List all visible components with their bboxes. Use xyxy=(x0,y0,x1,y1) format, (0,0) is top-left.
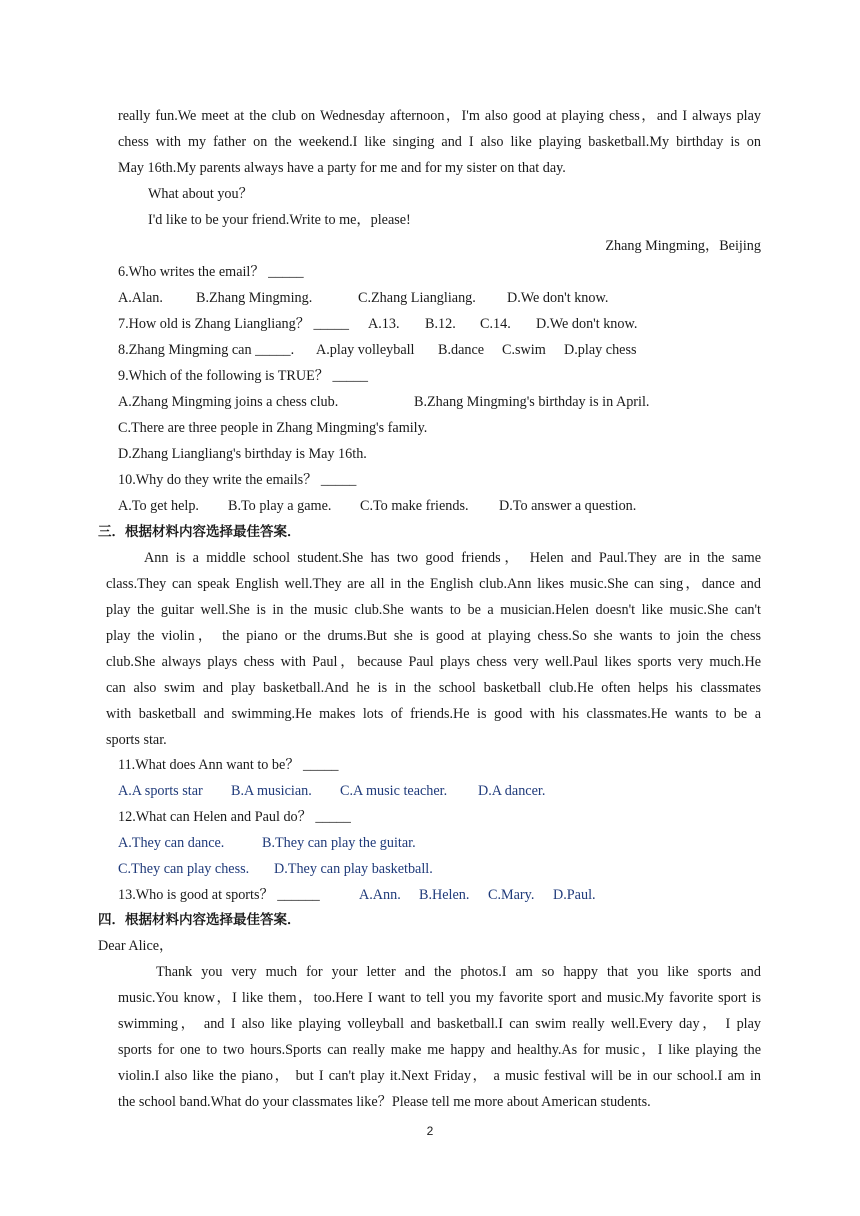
question-text: 13.Who is good at sports？ ______ xyxy=(118,887,320,903)
option-b: B.They can play the guitar. xyxy=(262,835,416,851)
passage-line: with basketball and swimming.He makes lots of friends.He is good with his classmates.He wants to be a xyxy=(106,706,761,722)
option-b: B.Zhang Mingming's birthday is in April. xyxy=(414,394,650,410)
option-b: B.dance xyxy=(438,342,485,358)
letter-greeting: Dear Alice， xyxy=(98,938,174,954)
option-b: B.Helen. xyxy=(419,887,470,903)
section-4-heading: 四．根据材料内容选择最佳答案． xyxy=(98,912,301,928)
passage-line: Thank you very much for your letter and the photos.I am so happy that you like sports and xyxy=(156,964,761,980)
question-13 xyxy=(118,885,596,905)
option-b: B.To play a game. xyxy=(228,498,332,514)
passage-line: play the guitar well.She is in the music club.She wants to be a musician.Helen doesn't like music.She can't xyxy=(106,602,761,618)
question-text: 7.How old is Zhang Liangliang？ _____ xyxy=(118,316,349,332)
passage-line: the school band.What do your classmates like？Please tell me more about American students. xyxy=(118,1094,651,1110)
option-c: C.swim xyxy=(502,342,546,358)
option-d: D.A dancer. xyxy=(478,783,546,799)
letter-signature: Zhang Mingming，Beijing xyxy=(605,238,761,254)
page-number: 2 xyxy=(426,1124,434,1138)
passage-line: club.She always plays chess with Paul，because Paul plays chess very well.Paul likes sports very much.He xyxy=(106,654,761,670)
question-12: 12.What can Helen and Paul do？ _____ xyxy=(118,809,351,825)
question-11: 11.What does Ann want to be？ _____ xyxy=(118,757,339,773)
passage-line: I'd like to be your friend.Write to me，please! xyxy=(148,212,411,228)
passage-line: What about you？ xyxy=(148,186,253,202)
option-c: C.14. xyxy=(480,316,511,332)
option-d: D.Zhang Liangliang's birthday is May 16th. xyxy=(118,446,367,462)
option-a: A.A sports star xyxy=(118,783,203,799)
passage-line: violin.I also like the piano， but I can't play it.Next Friday， a music festival will be in our school.I am in xyxy=(118,1068,761,1084)
passage-line: swimming， and I also like playing volleyball and basketball.I can swim really well.Every day， I play xyxy=(118,1016,761,1032)
option-c: C.To make friends. xyxy=(360,498,469,514)
option-a: A.They can dance. xyxy=(118,835,225,851)
option-a: A.play volleyball xyxy=(316,342,415,358)
passage-line: play the violin， the piano or the drums.But she is good at playing chess.So she wants to join the chess xyxy=(106,628,761,644)
option-d: D.They can play basketball. xyxy=(274,861,433,877)
option-b: B.Zhang Mingming. xyxy=(196,290,313,306)
option-d: D.To answer a question. xyxy=(499,498,637,514)
option-a: A.Zhang Mingming joins a chess club. xyxy=(118,394,339,410)
option-c: C.There are three people in Zhang Mingming's family. xyxy=(118,420,428,436)
option-d: D.Paul. xyxy=(553,887,596,903)
passage-line: music.You know，I like them，too.Here I want to tell you my favorite sport and music.My favorite sport is xyxy=(118,990,761,1006)
passage-line: class.They can speak English well.They are all in the English club.Ann likes music.She can sing，dance and xyxy=(106,576,761,592)
question-8 xyxy=(118,340,637,360)
passage-line: sports star. xyxy=(106,732,167,748)
option-d: D.We don't know. xyxy=(507,290,609,306)
question-6: 6.Who writes the email？ _____ xyxy=(118,264,304,280)
option-b: B.12. xyxy=(425,316,456,332)
question-text: 8.Zhang Mingming can _____. xyxy=(118,342,295,358)
option-c: C.Zhang Liangliang. xyxy=(358,290,476,306)
passage-line: Ann is a middle school student.She has two good friends， Helen and Paul.They are in the same xyxy=(144,550,761,566)
passage-line: really fun.We meet at the club on Wednesday afternoon，I'm also good at playing chess，and I always play xyxy=(118,108,761,124)
passage-line: chess with my father on the weekend.I like singing and I also like playing basketball.My birthday is on xyxy=(118,134,761,150)
option-a: A.Ann. xyxy=(359,887,401,903)
option-a: A.To get help. xyxy=(118,498,199,514)
option-d: D.We don't know. xyxy=(536,316,638,332)
option-a: A.Alan. xyxy=(118,290,163,306)
question-9: 9.Which of the following is TRUE？ _____ xyxy=(118,368,368,384)
option-c: C.Mary. xyxy=(488,887,535,903)
option-d: D.play chess xyxy=(564,342,637,358)
question-7 xyxy=(118,314,638,334)
option-c: C.They can play chess. xyxy=(118,861,250,877)
option-a: A.13. xyxy=(368,316,400,332)
question-10: 10.Why do they write the emails？ _____ xyxy=(118,472,357,488)
section-3-heading: 三．根据材料内容选择最佳答案． xyxy=(98,524,301,540)
option-c: C.A music teacher. xyxy=(340,783,448,799)
passage-line: May 16th.My parents always have a party for me and for my sister on that day. xyxy=(118,160,566,176)
passage-line: sports for one to two hours.Sports can really make me happy and healthy.As for music，I like playing the xyxy=(118,1042,761,1058)
passage-line: can also swim and play basketball.And he is in the school basketball club.He often helps his classmates xyxy=(106,680,761,696)
option-b: B.A musician. xyxy=(231,783,312,799)
